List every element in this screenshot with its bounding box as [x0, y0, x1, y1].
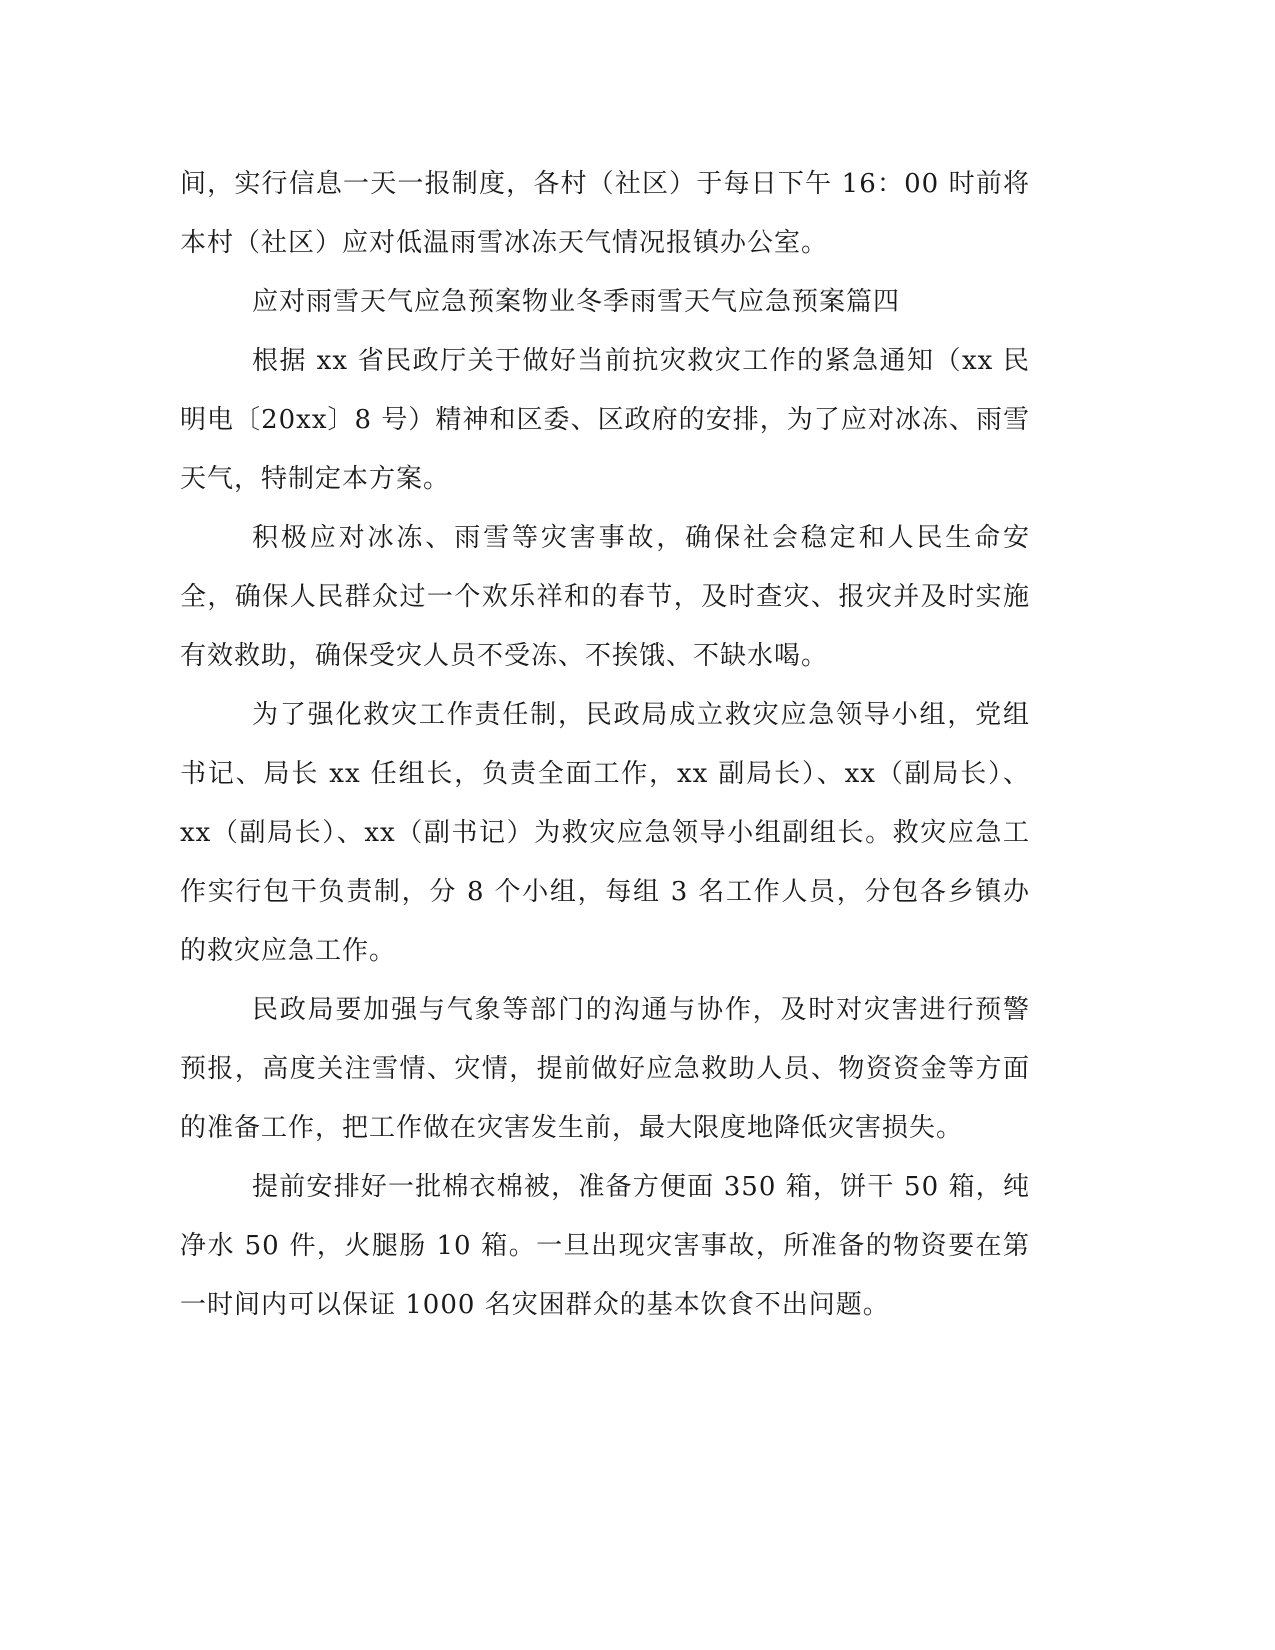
paragraph: 提前安排好一批棉衣棉被，准备方便面 350 箱，饼干 50 箱，纯净水 50 件，火腿肠 10 箱。一旦出现灾害事故，所准备的物资要在第一时间内可以保证 1000 名灾困群众的基本饮食不出问题。	[180, 1172, 1030, 1320]
document-page	[180, 155, 1030, 1335]
paragraph: 为了强化救灾工作责任制，民政局成立救灾应急领导小组，党组书记、局长 xx 任组长，负责全面工作，xx 副局长）、xx（副局长）、xx（副局长）、xx（副书记）为救灾应急领导小组副组长。救灾应急工作实行包干负责制，分 8 个小组，每组 3 名工作人员，分包各乡镇办的救灾应急工作。	[180, 700, 1030, 966]
paragraph: 民政局要加强与气象等部门的沟通与协作，及时对灾害进行预警预报，高度关注雪情、灾情，提前做好应急救助人员、物资资金等方面的准备工作，把工作做在灾害发生前，最大限度地降低灾害损失。	[180, 995, 1030, 1143]
paragraph-continuation: 间，实行信息一天一报制度，各村（社区）于每日下午 16：00 时前将本村（社区）应对低温雨雪冰冻天气情况报镇办公室。	[180, 169, 1030, 258]
paragraph: 根据 xx 省民政厅关于做好当前抗灾救灾工作的紧急通知（xx 民明电〔20xx〕8 号）精神和区委、区政府的安排，为了应对冰冻、雨雪天气，特制定本方案。	[180, 346, 1030, 494]
section-heading: 应对雨雪天气应急预案物业冬季雨雪天气应急预案篇四	[252, 287, 901, 317]
paragraph: 积极应对冰冻、雨雪等灾害事故，确保社会稳定和人民生命安全，确保人民群众过一个欢乐祥和的春节，及时查灾、报灾并及时实施有效救助，确保受灾人员不受冻、不挨饿、不缺水喝。	[180, 523, 1030, 671]
